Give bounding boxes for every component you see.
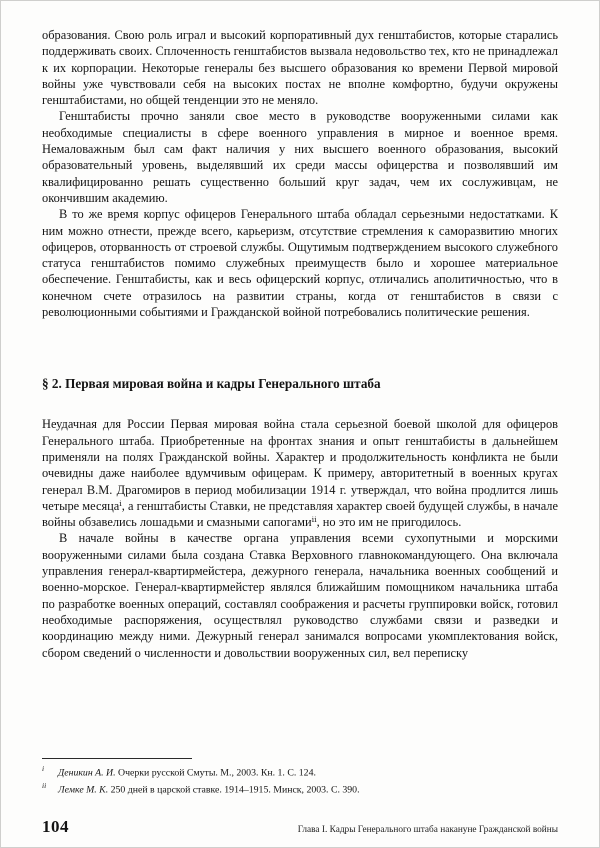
footnote-marker: ii: [42, 781, 47, 791]
section-heading: § 2. Первая мировая война и кадры Генерального штаба: [42, 376, 381, 392]
body-text-block: [42, 27, 558, 661]
paragraph: Неудачная для России Первая мировая война стала серьезной боевой школой для офицеров Генерального штаба. Приобретенные на фронтах знания и опыт генштабисты в дальнейшем применяли на полях Гражданской войны. Характер и продолжительность конфликта не были очевидны даже наиболее вдумчивым офицерам. К примеру, авторитетный в военных кругах генерал В.М. Драгомиров в период мобилизации 1914 г. утверждал, что война продлится лишь четыре месяцаⁱ, а генштабисты Ставки, не представляя характер своей будущей службы, в начале войны обзавелись лошадьми и смазными сапогамиⁱⁱ, но это им не пригодилось.: [42, 417, 558, 530]
footnote-author: Деникин А. И.: [58, 767, 116, 779]
page-footer: [42, 817, 558, 837]
paragraph: В то же время корпус офицеров Генерального штаба обладал серьезными недостатками. К ним можно отнести, прежде всего, карьеризм, отсутствие стремления к саморазвитию многих офицеров, оторванность от строевой службы. Ощутимым подтверждением высокого служебного статуса генштабистов помимо служебных преимуществ было и хорошее материальное обеспечение. Генштабисты, как и весь офицерский корпус, отличались аполитичностью, что в конечном счете отразилось на развитии страны, когда от генштабистов в связи с революционными событиями и Гражданской войной потребовались политические решения.: [42, 207, 558, 320]
footnote-marker: i: [42, 764, 45, 774]
footnote: [42, 780, 558, 797]
paragraph-continuation: образования. Свою роль играл и высокий корпоративный дух генштабистов, которые старались поддерживать своих. Сплоченность генштабистов вызвала недовольство тех, кто не принадлежал к их корпорации. Некоторые генералы без высшего образования ко времени Первой мировой войны уже чувствовали себя на высоких постах не вполне комфортно, будучи окружены генштабистами, но общей тенденции это не меняло.: [42, 28, 558, 108]
footnotes-block: [42, 758, 558, 797]
footnote-author: Лемке М. К.: [58, 784, 109, 796]
paragraph: Генштабисты прочно заняли свое место в руководстве вооруженными силами как необходимые специалисты в сфере военного управления в мирное и военное время. Немаловажным был сам факт наличия у них высшего военного образования, высокий образовательный уровень, выделявший их среди массы офицерства и позволявший им квалифицированно решать существенно больший круг задач, чем их сослуживцам, не окончившим академию.: [42, 109, 558, 205]
page-number: 104: [42, 817, 69, 836]
footnote-text: Очерки русской Смуты. М., 2003. Кн. 1. С. 124.: [118, 767, 316, 779]
paragraph: В начале войны в качестве органа управления всеми сухопутными и морскими вооруженными силами была создана Ставка Верховного главнокомандующего. Она включала управления генерал-квартирмейстера, дежурного генерала, начальника военных сообщений и военно-морское. Генерал-квартирмейстер являлся ближайшим помощником начальника штаба по разработке военных операций, составлял соображения и расчеты группировки войск, готовил необходимые распоряжения, осуществлял руководство службами связи и разведки и координацию между ними. Дежурный генерал занимался вопросами укомплектования войск, сбором сведений о численности и довольствии вооруженных сил, вел переписку: [42, 531, 558, 660]
running-title: Глава I. Кадры Генерального штаба накануне Гражданской войны: [297, 825, 558, 835]
footnote: [42, 763, 558, 780]
footnote-text: 250 дней в царской ставке. 1914–1915. Минск, 2003. С. 390.: [110, 784, 360, 796]
footnote-separator: [42, 758, 192, 759]
